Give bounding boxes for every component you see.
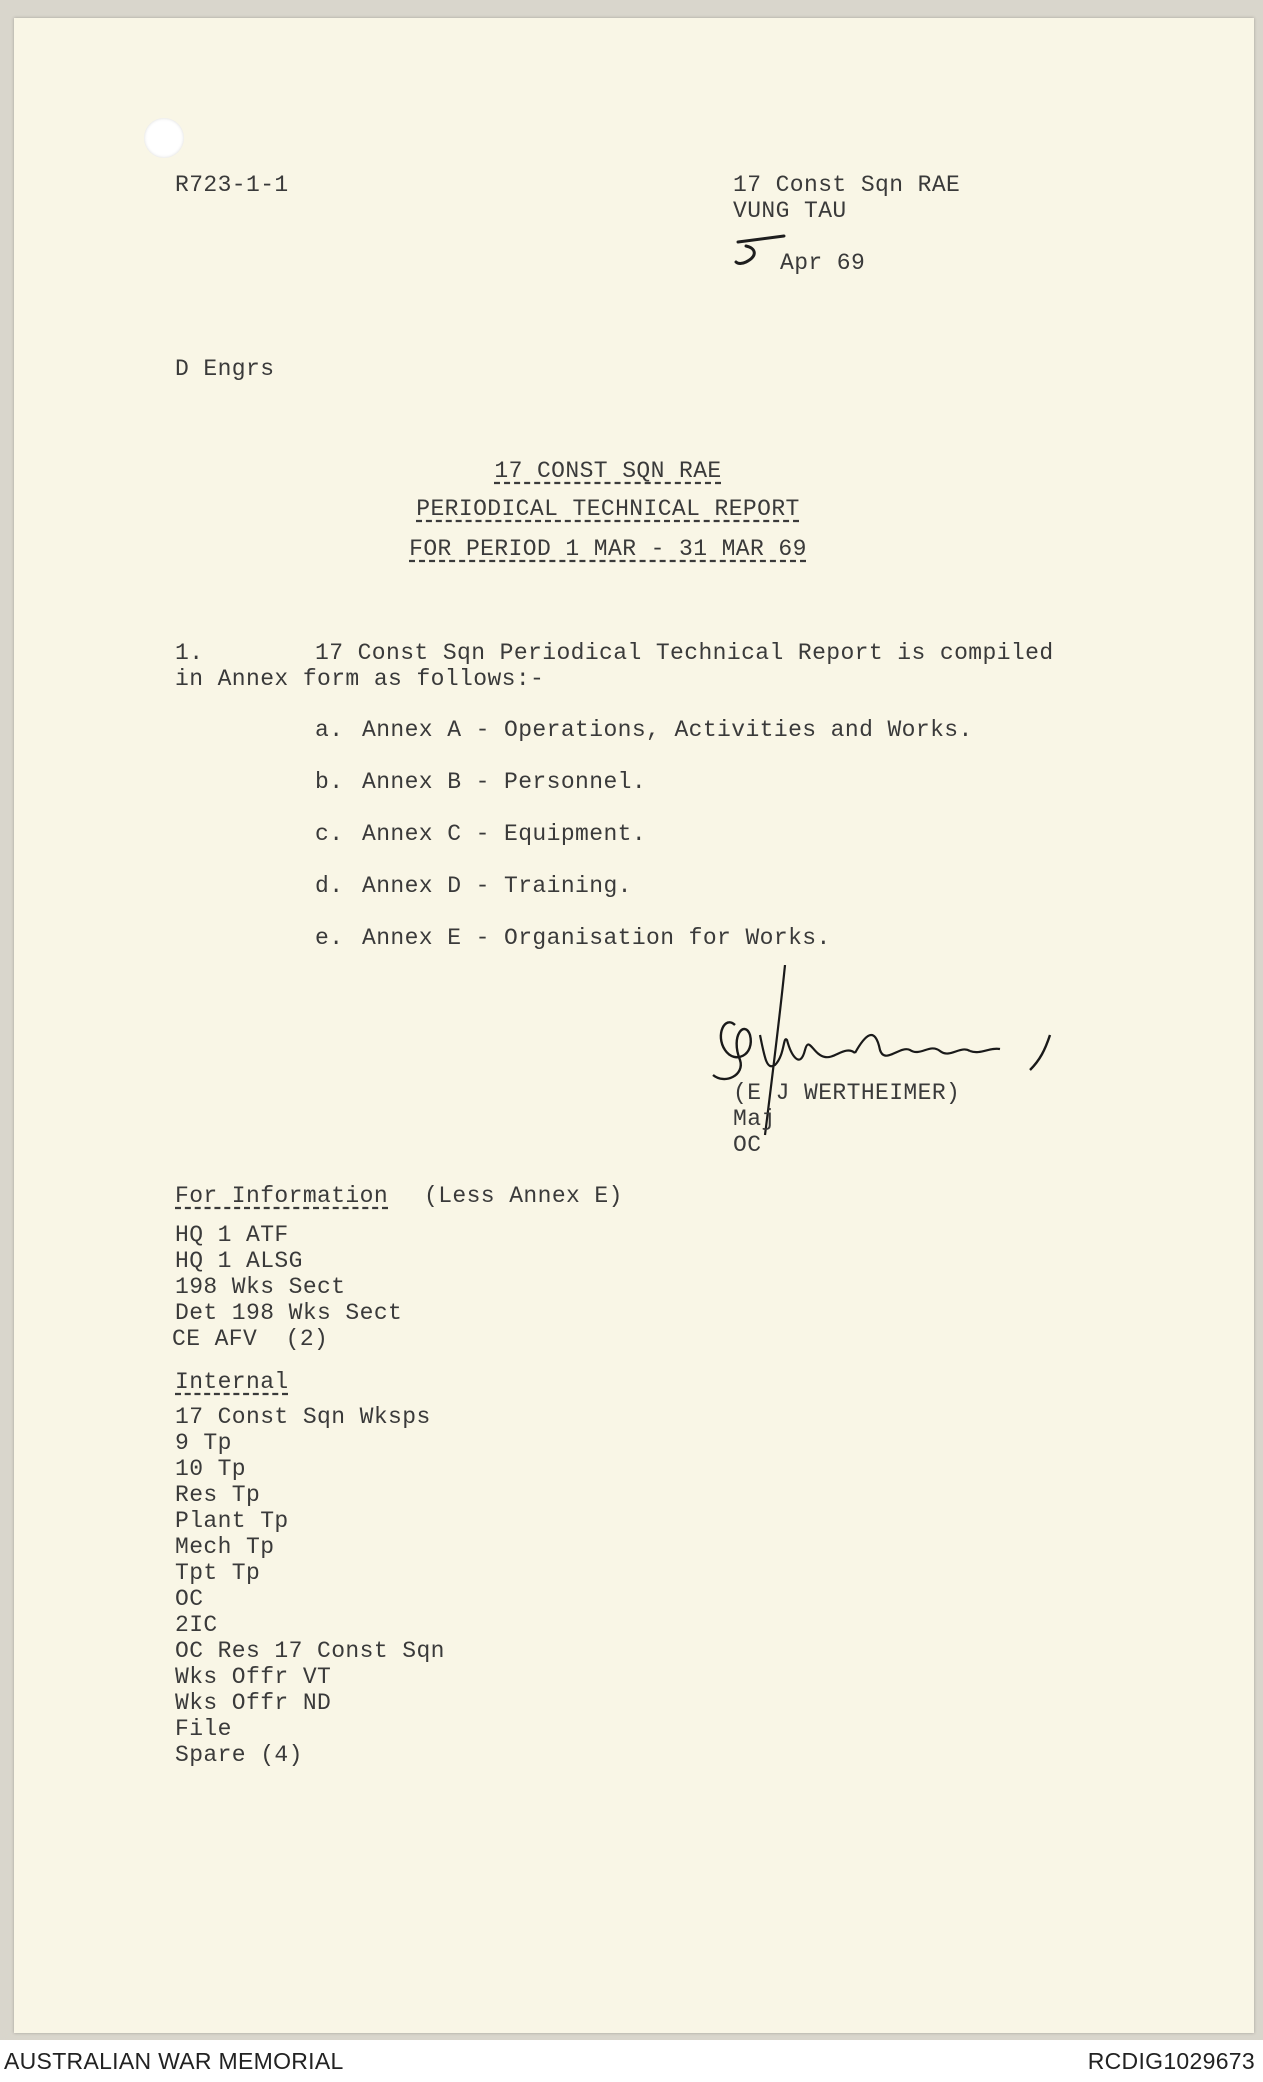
list-item: OC Res 17 Const Sqn bbox=[175, 1638, 445, 1664]
signatory-rank: Maj bbox=[733, 1106, 776, 1132]
signatory-name: (E J WERTHEIMER) bbox=[733, 1080, 961, 1106]
list-item: Plant Tp bbox=[175, 1508, 289, 1534]
list-item: Mech Tp bbox=[175, 1534, 275, 1560]
list-item: Tpt Tp bbox=[175, 1560, 261, 1586]
list-item: Wks Offr ND bbox=[175, 1690, 332, 1716]
list-item: CE AFV (2) bbox=[172, 1326, 329, 1352]
list-item: Det 198 Wks Sect bbox=[175, 1300, 403, 1326]
title-line-1: 17 CONST SQN RAE bbox=[494, 458, 722, 484]
annex-item-text: Annex A - Operations, Activities and Works. bbox=[362, 717, 973, 743]
annex-item-text: Annex E - Organisation for Works. bbox=[362, 925, 831, 951]
addressee: D Engrs bbox=[175, 356, 275, 382]
list-item: 17 Const Sqn Wksps bbox=[175, 1404, 431, 1430]
title-line-3: FOR PERIOD 1 MAR - 31 MAR 69 bbox=[409, 536, 807, 562]
internal-distribution-heading: Internal bbox=[175, 1369, 289, 1395]
annex-item-letter: e. bbox=[315, 925, 344, 951]
list-item: 2IC bbox=[175, 1612, 218, 1638]
list-item: HQ 1 ALSG bbox=[175, 1248, 303, 1274]
annex-item-letter: c. bbox=[315, 821, 344, 847]
footer-institution: AUSTRALIAN WAR MEMORIAL bbox=[4, 2048, 344, 2074]
list-item: Res Tp bbox=[175, 1482, 261, 1508]
list-item: 9 Tp bbox=[175, 1430, 232, 1456]
signatory-appointment: OC bbox=[733, 1132, 762, 1158]
list-item: 10 Tp bbox=[175, 1456, 247, 1482]
paragraph-line-2: in Annex form as follows:- bbox=[175, 666, 545, 692]
unit-name: 17 Const Sqn RAE bbox=[733, 172, 961, 198]
date-month-year: Apr 69 bbox=[780, 250, 866, 276]
info-distribution-heading: For Information bbox=[175, 1183, 389, 1209]
annex-item-letter: b. bbox=[315, 769, 344, 795]
list-item: Spare (4) bbox=[175, 1742, 303, 1768]
list-item: HQ 1 ATF bbox=[175, 1222, 289, 1248]
file-reference: R723-1-1 bbox=[175, 172, 289, 198]
unit-location: VUNG TAU bbox=[733, 198, 847, 224]
annex-item-text: Annex C - Equipment. bbox=[362, 821, 647, 847]
info-distribution-note: (Less Annex E) bbox=[424, 1183, 623, 1209]
paragraph-line-1: 17 Const Sqn Periodical Technical Report is compiled bbox=[315, 640, 1054, 666]
title-line-2: PERIODICAL TECHNICAL REPORT bbox=[416, 496, 800, 522]
list-item: 198 Wks Sect bbox=[175, 1274, 346, 1300]
annex-item-text: Annex B - Personnel. bbox=[362, 769, 647, 795]
paragraph-number: 1. bbox=[175, 640, 204, 666]
list-item: OC bbox=[175, 1586, 204, 1612]
list-item: File bbox=[175, 1716, 232, 1742]
annex-item-letter: d. bbox=[315, 873, 344, 899]
list-item: Wks Offr VT bbox=[175, 1664, 332, 1690]
annex-item-text: Annex D - Training. bbox=[362, 873, 632, 899]
annex-item-letter: a. bbox=[315, 717, 344, 743]
footer-record-id: RCDIG1029673 bbox=[1087, 2048, 1255, 2074]
punch-hole bbox=[144, 118, 184, 158]
